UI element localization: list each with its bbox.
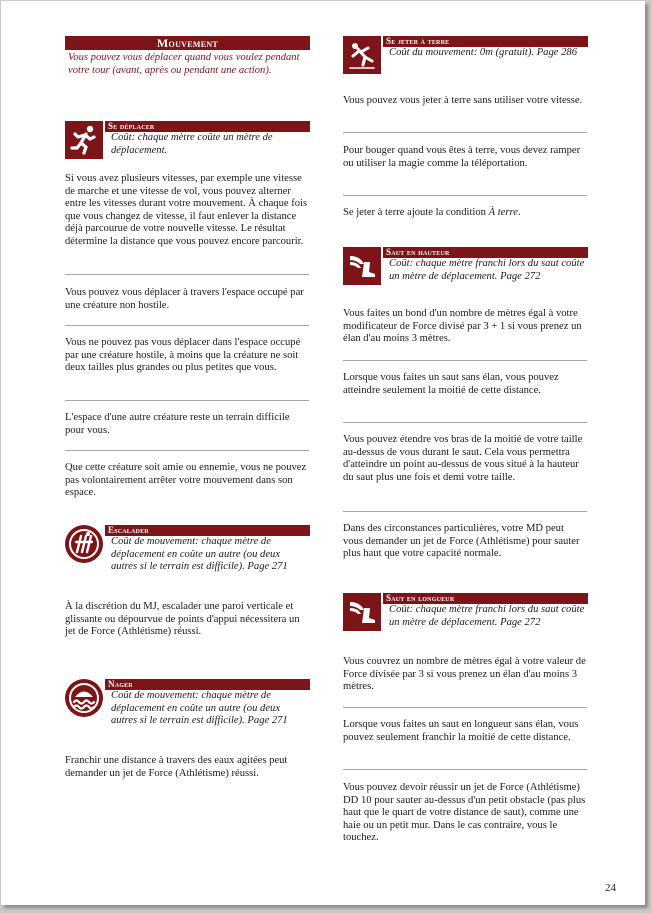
movement-cost: Coût de mouvement: chaque mètre de déplacement en coûte un autre (ou deux autres si le terrain est difficile). Page 271 — [111, 536, 288, 573]
paragraph: Lorsque vous faites un saut en longueur sans élan, vous pouvez seulement franchir la moitié de cette distance. — [343, 719, 579, 743]
subsection-title: Escalader — [105, 525, 310, 536]
section-title: Mouvement — [65, 36, 310, 50]
section-intro: Vous pouvez vous déplacer quand vous voulez pendant votre tour (avant, après ou pendant une action). — [68, 52, 300, 76]
subsection-title: Nager — [105, 679, 310, 690]
paragraph: Vous ne pouvez pas vous déplacer dans l'espace occupé par une créature hostile, à moins que la créature ne soit deux tailles plus grandes ou plus petites que vous. — [65, 337, 301, 374]
falling-man-icon — [343, 36, 381, 74]
divider — [65, 450, 309, 451]
movement-cost: Coût: chaque mètre franchi lors du saut coûte un mètre de déplacement. Page 272 — [389, 604, 585, 628]
divider — [65, 325, 309, 326]
paragraph: À la discrétion du MJ, escalader une paroi verticale et glissante ou dépourvue de points d'appui nécessitera un jet de Force (Athlétisme) réussi. — [65, 601, 300, 638]
divider — [343, 132, 587, 133]
paragraph: Si vous avez plusieurs vitesses, par exemple une vitesse de marche et une vitesse de vol, vous pouvez alterner entre les vitesses durant votre mouvement. À chaque fois que vous changez de vitesse, il faut enlever la distance déjà parcourue de votre nouvelle vitesse. Le résultat détermine la distance que vous pouvez encore parcourir. — [65, 173, 308, 247]
paragraph — [343, 207, 586, 220]
divider — [343, 769, 587, 770]
condition-name: À terre — [488, 207, 518, 218]
paragraph-text: . — [517, 207, 521, 218]
paragraph: Lorsque vous faites un saut sans élan, vous pouvez atteindre seulement la moitié de cette distance. — [343, 372, 559, 396]
climbing-icon — [65, 525, 103, 563]
movement-cost: Coût de mouvement: chaque mètre de déplacement en coûte un autre (ou deux autres si le terrain est difficile). Page 271 — [111, 690, 288, 727]
paragraph: Vous pouvez devoir réussir un jet de Force (Athlétisme) DD 10 pour sauter au-dessus d'un petit obstacle (pas plus haut que le quart de votre distance de saut), comme une haie ou un petit mur. Dans le cas contraire, vous le touchez. — [343, 782, 586, 844]
page-number: 24 — [605, 882, 616, 894]
divider — [343, 422, 587, 423]
divider — [343, 360, 587, 361]
running-man-icon — [65, 121, 103, 159]
paragraph: Franchir une distance à travers des eaux agitées peut demander un jet de Force (Athlétisme) réussi. — [65, 755, 288, 779]
paragraph: Que cette créature soit amie ou ennemie, vous ne pouvez pas volontairement arrêter votre mouvement dans son espace. — [65, 462, 307, 499]
paragraph: Vous pouvez vous déplacer à travers l'espace occupé par une créature non hostile. — [65, 287, 304, 311]
paragraph: Vous faites un bond d'un nombre de mètres égal à votre modificateur de Force divisé par 3 + 1 si vous prenez un élan d'au moins 3 mètres. — [343, 308, 582, 345]
paragraph: L'espace d'une autre créature reste un terrain difficile pour vous. — [65, 412, 290, 436]
movement-cost: Coût: chaque mètre coûte un mètre de déplacement. — [111, 132, 273, 156]
paragraph: Vous pouvez étendre vos bras de la moitié de votre taille au-dessus de vous durant le saut. Cela vous permettra d'atteindre un point au-dessus de vous situé à la hauteur du saut plus une fois et demi votre taille. — [343, 434, 583, 483]
movement-cost: Coût du mouvement: 0m (gratuit). Page 286 — [389, 47, 578, 58]
paragraph-text: Se jeter à terre ajoute la condition — [343, 207, 489, 218]
winged-boot-icon — [343, 247, 381, 285]
subsection-title: Saut en longueur — [383, 593, 588, 604]
movement-cost: Coût: chaque mètre franchi lors du saut coûte un mètre de déplacement. Page 272 — [389, 258, 585, 282]
swimming-icon — [65, 679, 103, 717]
divider — [343, 195, 587, 196]
subsection-title: Saut en hauteur — [383, 247, 588, 258]
paragraph: Vous pouvez vous jeter à terre sans utiliser votre vitesse. — [343, 95, 583, 106]
divider — [343, 707, 587, 708]
paragraph: Dans des circonstances particulières, votre MD peut vous demander un jet de Force (Athlétisme) pour sauter plus haut que votre capacité normale. — [343, 523, 580, 560]
paragraph: Pour bouger quand vous êtes à terre, vous devez ramper ou utiliser la magie comme la téléportation. — [343, 145, 581, 169]
subsection-title: Se déplacer — [105, 121, 310, 132]
divider — [65, 400, 309, 401]
subsection-title: Se jeter à terre — [383, 36, 588, 47]
winged-boot-icon — [343, 593, 381, 631]
document-page — [1, 1, 645, 905]
paragraph: Vous couvrez un nombre de mètres égal à votre valeur de Force divisée par 3 si vous prenez un élan d'au moins 3 mètres. — [343, 656, 586, 693]
divider — [343, 511, 587, 512]
divider — [65, 274, 309, 275]
